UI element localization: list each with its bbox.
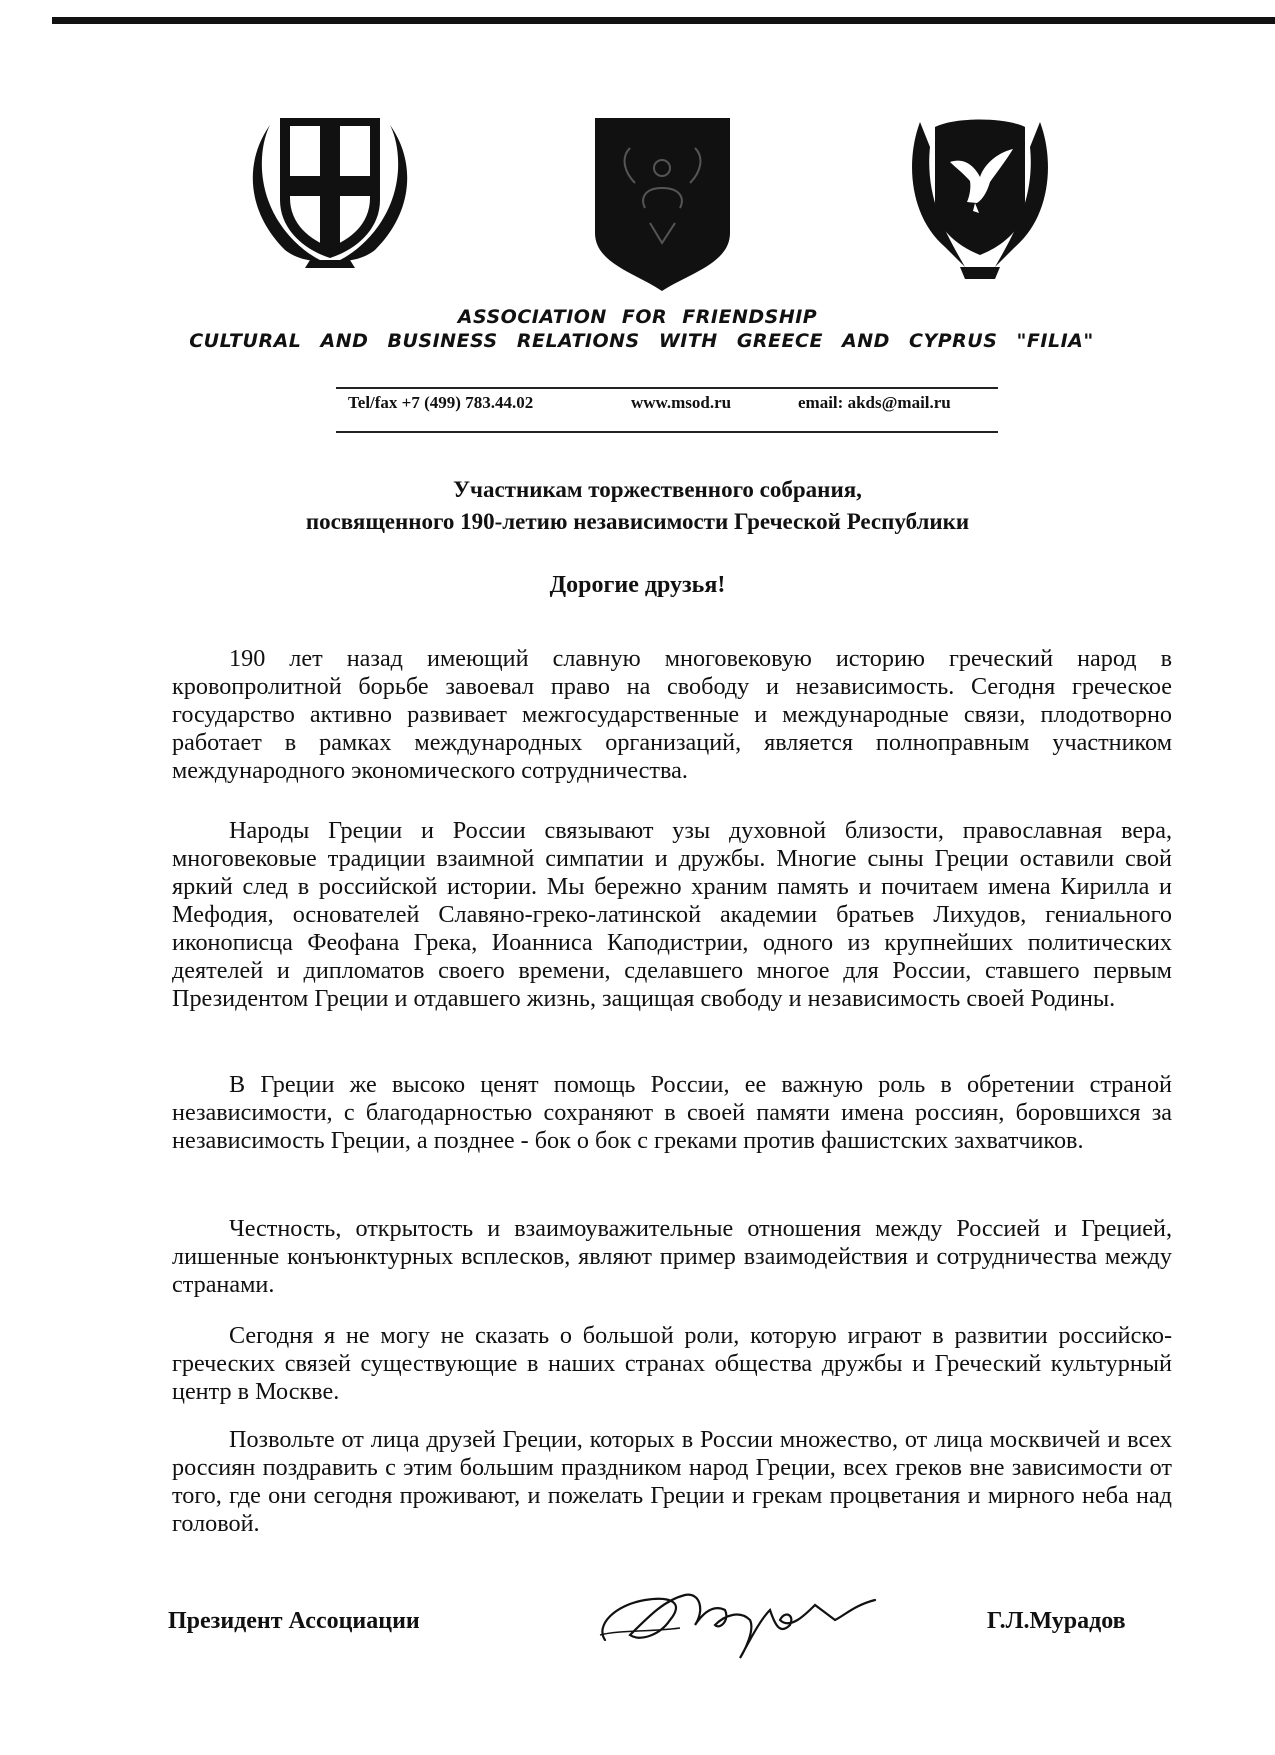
association-name-line1: ASSOCIATION FOR FRIENDSHIP [457,306,818,328]
greeting: Дорогие друзья! [549,572,726,598]
paragraph-text: Позвольте от лица друзей Греции, которых в России множество, от лица москвичей и всех россиян поздравить с этим большим праздником народ Греции, всех греков вне зависимости от того, где они сегодня проживают, и пожелать Греции и грекам процветания и мирного неба над головой. [172,1426,1172,1537]
phone-fax: Tel/fax +7 (499) 783.44.02 [348,393,534,412]
paragraph-text: Народы Греции и России связывают узы духовной близости, православная вера, многовековые традиции взаимной симпатии и дружбы. Многие сыны Греции оставили свой яркий след в российской истории. Мы бережно храним память и почитаем имена Кирилла и Мефодия, основателей Славяно-греко-латинской академии братьев Лихудов, гениального иконописца Феофана Грека, Иоанниса Каподистрии, одного из крупнейших политических деятелей и дипломатов своего времени, сделавшего многое для России, ставшего первым Президентом Греции и отдавшего жизнь, защищая свободу и независимость своей Родины. [172,817,1172,1012]
paragraph-text: Сегодня я не могу не сказать о большой роли, которую играют в развитии российско-греческих связей существующие в наших странах общества дружбы и Греческий культурный центр в Москве. [172,1322,1172,1405]
cyprus-coat-of-arms-icon [905,107,1055,282]
website-link[interactable]: www.msod.ru [631,393,732,412]
paragraph [172,1322,1172,1406]
paragraph [172,1215,1172,1299]
association-name-line2: CULTURAL AND BUSINESS RELATIONS WITH GREECE AND CYPRUS "FILIA" [189,330,1094,352]
paragraph [172,645,1172,785]
signer-role: Президент Ассоциации [168,1608,420,1634]
paragraph-text: В Греции же высоко ценят помощь России, ее важную роль в обретении страной независимости, с благодарностью сохраняют в своей памяти имена россиян, боровшихся за независимость Греции, а позднее - бок о бок с греками против фашистских захватчиков. [172,1071,1172,1154]
letter-title-line1: Участникам торжественного собрания, [453,477,862,502]
email-link[interactable]: email: akds@mail.ru [798,393,951,412]
paragraph-text: 190 лет назад имеющий славную многовековую историю греческий народ в кровопролитной борьбе завоевал право на свободу и независимость. Сегодня греческое государство активно развивает межгосударственные и международные связи, плодотворно работает в рамках международных организаций, является полноправным участником международного экономического сотрудничества. [172,645,1172,784]
paragraph [172,1426,1172,1538]
contact-divider-bottom [336,431,998,433]
paragraph-text: Честность, открытость и взаимоуважительные отношения между Россией и Грецией, лишенные конъюнктурных всплесков, являют пример взаимодействия и сотрудничества между странами. [172,1215,1172,1298]
paragraph [172,817,1172,1013]
letter-title-line2: посвященного 190-летию независимости Греческой Республики [305,509,970,534]
top-border-line [52,17,1275,24]
contact-divider-top [336,387,998,389]
handwritten-signature [590,1580,880,1665]
signer-name: Г.Л.Мурадов [987,1608,1126,1634]
russian-coat-of-arms-icon [590,113,735,293]
greek-coat-of-arms-icon [240,100,420,270]
paragraph [172,1071,1172,1155]
